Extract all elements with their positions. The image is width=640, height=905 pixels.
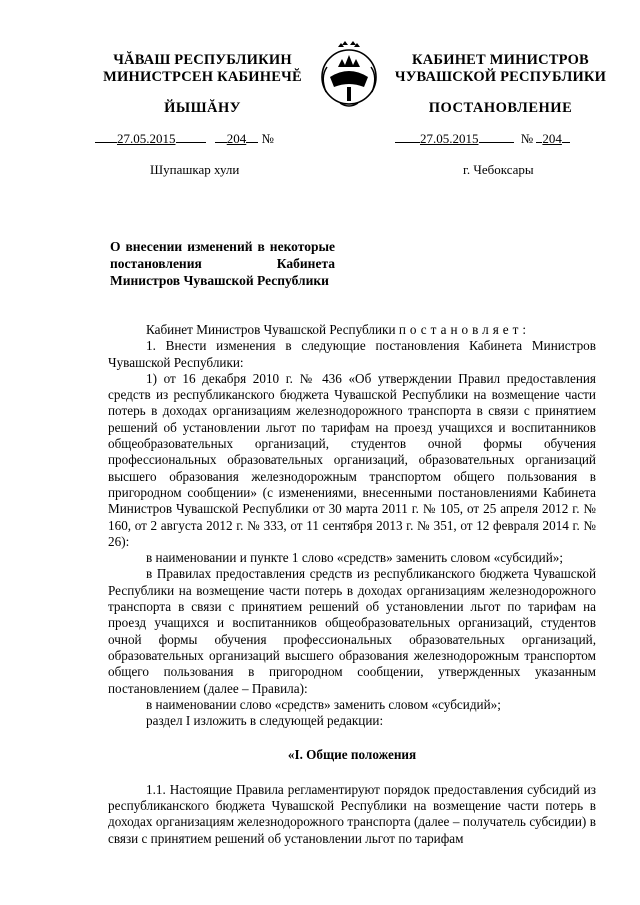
intro-paragraph: [108, 322, 596, 338]
paragraph-6: раздел I изложить в следующей редакции:: [146, 713, 384, 729]
intro-text: Кабинет Министров Чувашской Республики: [146, 322, 399, 337]
doctype-right: ПОСТАНОВЛЕНИЕ: [428, 100, 573, 116]
place-right: г. Чебоксары: [463, 162, 534, 177]
date-left: 27.05.2015: [117, 131, 176, 146]
document-body: [108, 322, 596, 847]
header-right-line1: КАБИНЕТ МИНИСТРОВ: [412, 52, 589, 68]
number-right: 204: [542, 131, 562, 146]
paragraph-3: в наименовании и пункте 1 слово «средств» заменить словом «субсидий»;: [146, 550, 564, 566]
header-right-line2: ЧУВАШСКОЙ РЕСПУБЛИКИ: [394, 69, 607, 85]
coat-of-arms-emblem: [312, 37, 386, 111]
header-left-line1: ЧĂВАШ РЕСПУБЛИКИН: [113, 52, 292, 68]
doctype-left: ЙЫШĂНУ: [164, 100, 241, 116]
paragraph-1: 1. Внести изменения в следующие постановления Кабинета Министров Чувашской Республики:: [108, 338, 596, 370]
number-left: 204: [226, 131, 247, 146]
number-sign-right: №: [520, 131, 534, 146]
date-line-left: [95, 131, 274, 147]
header-left: [95, 52, 310, 86]
date-line-right: [395, 131, 570, 147]
paragraph-7: 1.1. Настоящие Правила регламентируют порядок предоставления субсидий из республиканского бюджета Чувашской Республики на возмещение части потерь в доходах организациям железнодорожного транспорта (далее – получатель субсидии) в связи с принятием решений об установлении льгот по тарифам: [108, 781, 596, 846]
number-sign-left: №: [261, 131, 274, 146]
paragraph-4: в Правилах предоставления средств из республиканского бюджета Чувашской Республики на возмещение части потерь в доходах организациям железнодорожного транспорта в связи с принятием решений об установлении льгот по тарифам на проезд учащихся и воспитанников общеобразовательных организаций, студентов очной формы обучения профессиональных образовательных организаций, образовательных организаций высшего образования железнодорожным транспортом общего пользования в пригородном сообщении, утвержденных указанным постановлением (далее – Правила):: [108, 566, 596, 696]
section-heading: «I. Общие положения: [287, 747, 417, 763]
header-left-line2: МИНИСТРСЕН КАБИНЕЧĔ: [103, 69, 302, 85]
intro-resolves: постановляет:: [398, 322, 531, 337]
date-right: 27.05.2015: [420, 131, 479, 146]
place-left: Шупашкар хули: [150, 162, 240, 177]
paragraph-5: в наименовании слово «средств» заменить словом «субсидий»;: [146, 696, 501, 712]
paragraph-2: 1) от 16 декабря 2010 г. № 436 «Об утверждении Правил предоставления средств из республиканского бюджета Чувашской Республики на возмещение части потерь в доходах организациям железнодорожного транспорта в связи с принятием решений об установлении льгот по тарифам на проезд учащихся и воспитанников общеобразовательных организаций, студентов очной формы обучения профессиональных образовательных организаций, образовательных организаций высшего образования железнодорожным транспортом общего пользования в пригородном сообщении» (с изменениями, внесенными постановлениями Кабинета Министров Чувашской Республики от 30 марта 2011 г. № 105, от 25 апреля 2012 г. № 160, от 2 августа 2012 г. № 333, от 11 сентября 2013 г. № 351, от 12 февраля 2014 г. № 26):: [108, 370, 596, 549]
header-right: [388, 52, 613, 86]
document-title: О внесении изменений в некоторые постановления Кабинета Министров Чувашской Республики: [110, 239, 335, 288]
